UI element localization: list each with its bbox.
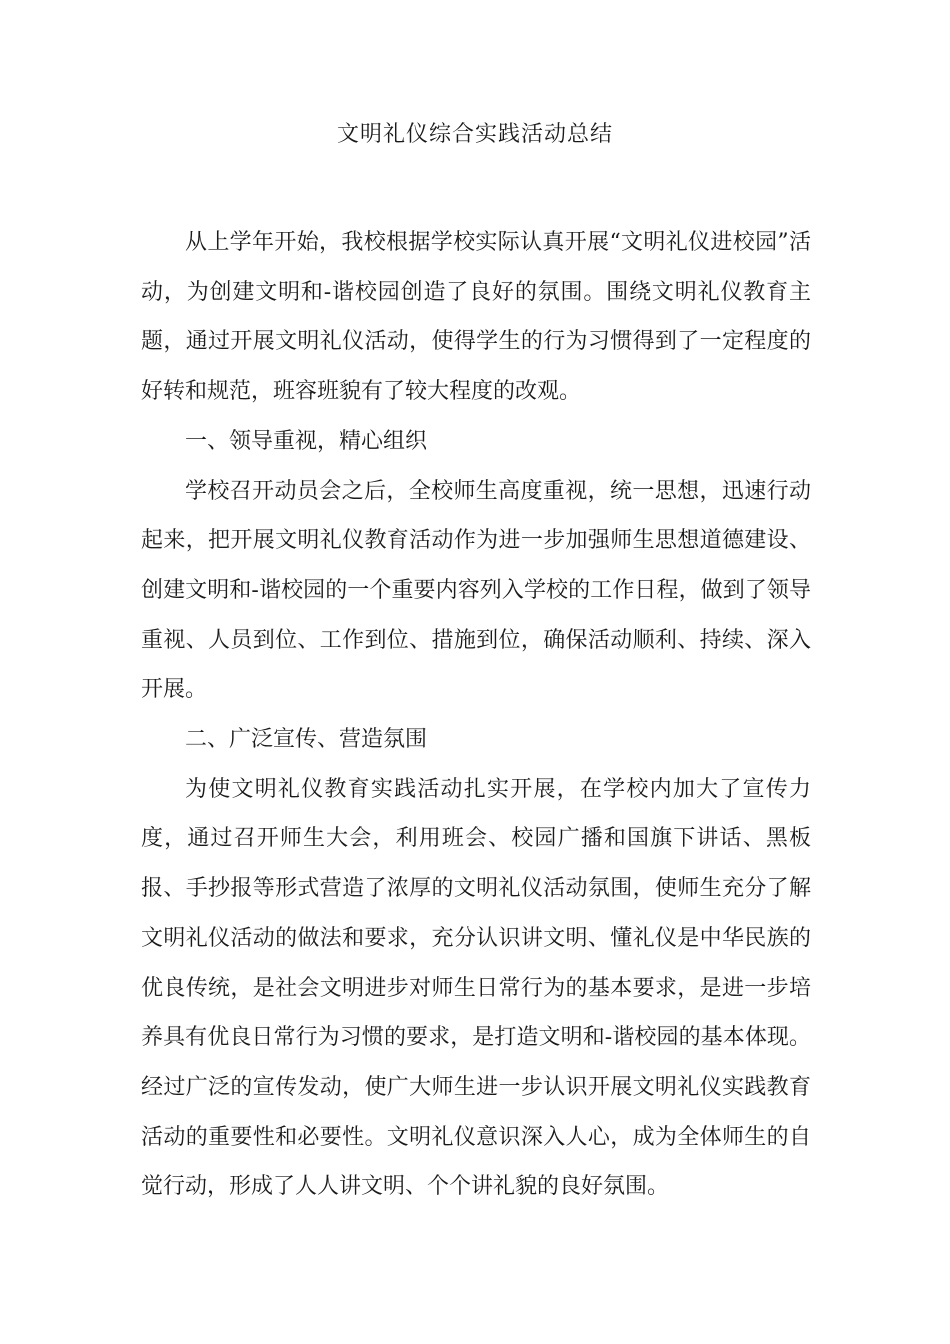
section-heading-1: 一、领导重视，精心组织 — [185, 428, 428, 454]
section-1-paragraph: 学校召开动员会之后，全校师生高度重视，统一思想，迅速行动起来，把开展文明礼仪教育活动作为进一步加强师生思想道德建设、创建文明和-谐校园的一个重要内容列入学校的工作日程，做到了领导重视、人员到位、工作到位、措施到位，确保活动顺利、持续、深入开展。 — [141, 478, 811, 703]
section-heading-2: 二、广泛宣传、营造氛围 — [185, 727, 428, 753]
intro-paragraph: 从上学年开始，我校根据学校实际认真开展“文明礼仪进校园”活动，为创建文明和-谐校园创造了良好的氛围。围绕文明礼仪教育主题，通过开展文明礼仪活动，使得学生的行为习惯得到了一定程度的好转和规范，班容班貌有了较大程度的改观。 — [141, 230, 811, 405]
document-body — [141, 218, 811, 1212]
section-2-paragraph: 为使文明礼仪教育实践活动扎实开展，在学校内加大了宣传力度，通过召开师生大会，利用班会、校园广播和国旗下讲话、黑板报、手抄报等形式营造了浓厚的文明礼仪活动氛围，使师生充分了解文明礼仪活动的做法和要求，充分认识讲文明、懂礼仪是中华民族的优良传统，是社会文明进步对师生日常行为的基本要求，是进一步培养具有优良日常行为习惯的要求，是打造文明和-谐校园的基本体现。经过广泛的宣传发动，使广大师生进一步认识开展文明礼仪实践教育活动的重要性和必要性。文明礼仪意识深入人心，成为全体师生的自觉行动，形成了人人讲文明、个个讲礼貌的良好氛围。 — [141, 776, 811, 1200]
document-title: 文明礼仪综合实践活动总结 — [336, 122, 613, 147]
